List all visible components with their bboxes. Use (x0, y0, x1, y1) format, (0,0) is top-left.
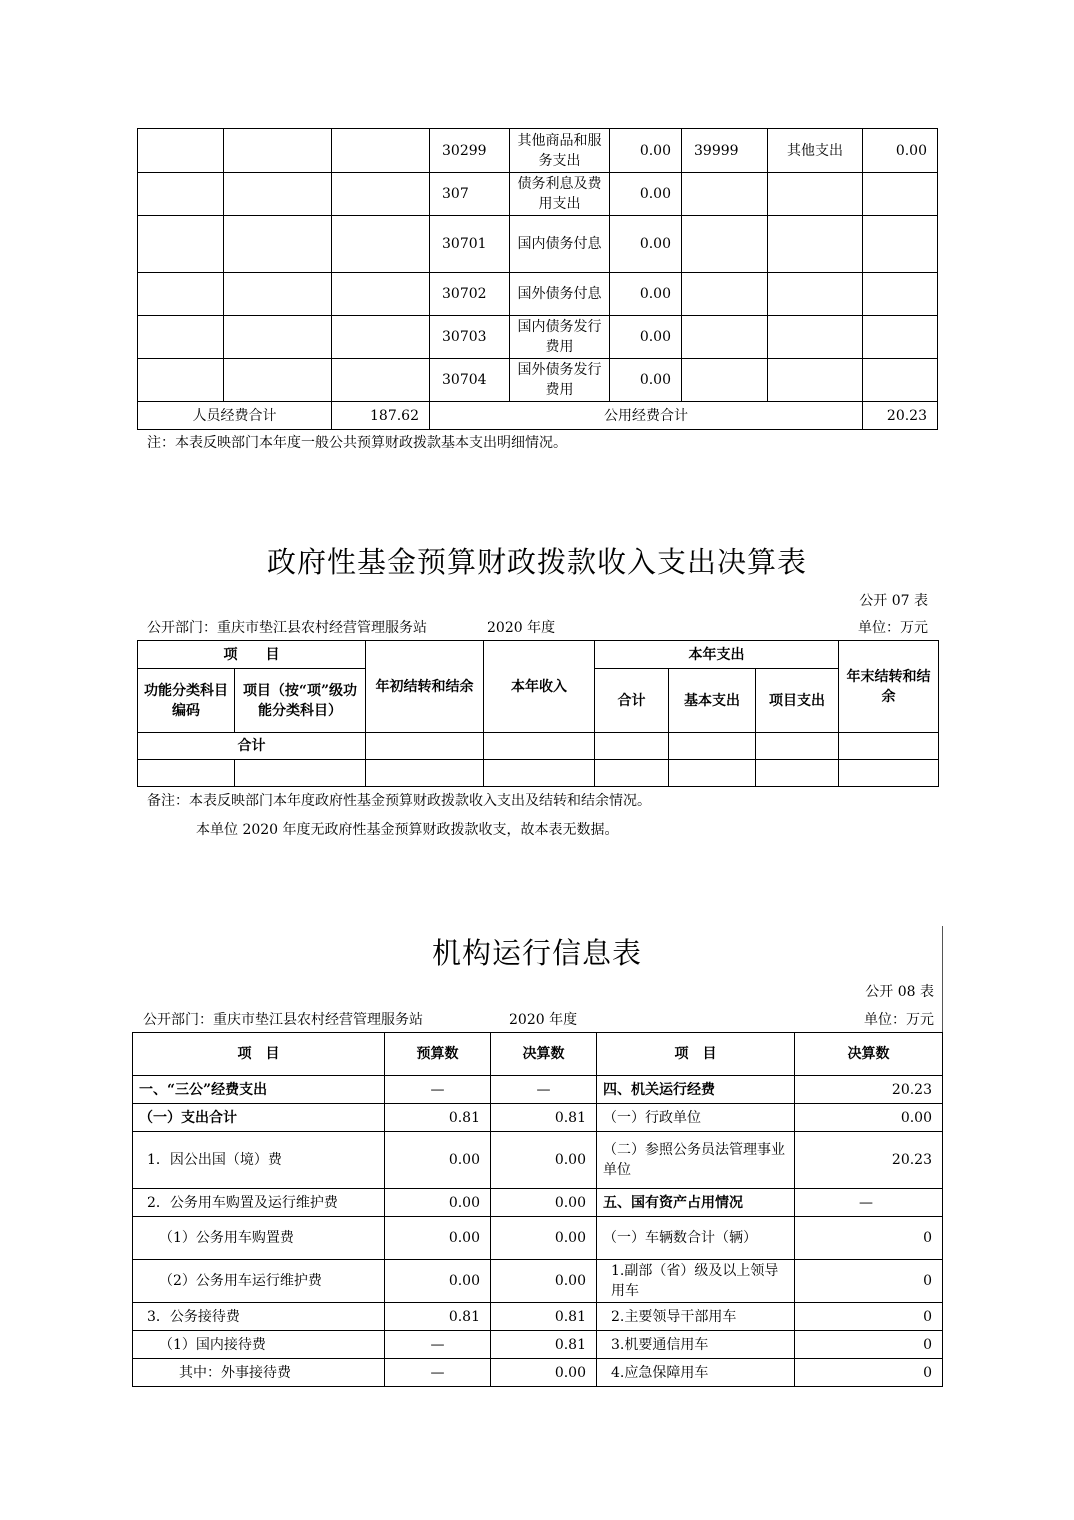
org-item-cell: 一、“三公”经费支出 (133, 1076, 385, 1104)
fund-header-income: 本年收入 (484, 641, 595, 733)
org-item2-cell: 3.机要通信用车 (597, 1331, 795, 1359)
econ-name-cell: 国内债务发行费用 (510, 316, 610, 359)
empty-cell (332, 273, 430, 316)
org-table-title: 机构运行信息表 (431, 936, 642, 970)
empty-cell (138, 216, 224, 273)
org-final2-cell: 0 (795, 1359, 943, 1387)
org-table-dept: 公开部门：重庆市垫江县农村经营管理服务站 (143, 1012, 423, 1028)
org-final2-cell: 0 (795, 1303, 943, 1331)
org-final-cell: — (491, 1076, 597, 1104)
empty-cell (332, 216, 430, 273)
empty-cell (224, 359, 332, 402)
empty-cell (224, 216, 332, 273)
org-header-item2: 项 目 (597, 1033, 795, 1076)
fund-header-item: 项 目 (138, 641, 366, 669)
empty-cell (138, 359, 224, 402)
basic-expense-detail-table (137, 128, 938, 430)
empty-cell (138, 316, 224, 359)
fund-table (137, 640, 939, 787)
empty-cell (332, 173, 430, 216)
econ-code2-cell (682, 359, 768, 402)
amount-cell: 0.00 (610, 359, 682, 402)
org-item2-cell: 1.副部（省）级及以上领导用车 (597, 1260, 795, 1303)
fund-header-begin: 年初结转和结余 (366, 641, 484, 733)
org-final-cell: 0.00 (491, 1132, 597, 1189)
org-final2-cell: 0.00 (795, 1104, 943, 1132)
fund-header-end: 年末结转和结余 (839, 641, 939, 733)
table-row (138, 359, 938, 402)
org-header-final2: 决算数 (795, 1033, 943, 1076)
econ-name2-cell (768, 216, 863, 273)
org-final2-cell: 0 (795, 1217, 943, 1260)
org-item-cell: 1．因公出国（境）费 (133, 1132, 385, 1189)
empty-cell (332, 129, 430, 173)
org-final-cell: 0.81 (491, 1104, 597, 1132)
empty-cell (224, 173, 332, 216)
org-item2-cell: 4.应急保障用车 (597, 1359, 795, 1387)
econ-code2-cell: 39999 (682, 129, 768, 173)
org-budget-cell: — (385, 1076, 491, 1104)
org-final2-cell: — (795, 1189, 943, 1217)
empty-cell (138, 129, 224, 173)
public-total-label: 公用经费合计 (430, 402, 863, 430)
org-final-cell: 0.81 (491, 1303, 597, 1331)
econ-code2-cell (682, 273, 768, 316)
org-budget-cell: 0.00 (385, 1260, 491, 1303)
fund-table-title: 政府性基金预算财政拨款收入支出决算表 (266, 545, 807, 579)
org-item2-cell: （二）参照公务员法管理事业单位 (597, 1132, 795, 1189)
org-item-cell: 2．公务用车购置及运行维护费 (133, 1189, 385, 1217)
empty-cell (224, 273, 332, 316)
fund-header-name: 项目（按“项”级功能分类科目） (235, 669, 366, 733)
table-row (133, 1359, 943, 1387)
org-budget-cell: 0.81 (385, 1303, 491, 1331)
table-row (133, 1104, 943, 1132)
econ-name-cell: 国外债务发行费用 (510, 359, 610, 402)
personnel-total-value: 187.62 (332, 402, 430, 430)
org-final2-cell: 20.23 (795, 1076, 943, 1104)
empty-cell (332, 359, 430, 402)
org-budget-cell: 0.00 (385, 1132, 491, 1189)
amount2-cell (863, 359, 938, 402)
econ-code-cell: 307 (430, 173, 510, 216)
org-item-cell: （2）公务用车运行维护费 (133, 1260, 385, 1303)
fund-total-row (138, 733, 939, 760)
table-row (133, 1260, 943, 1303)
amount2-cell: 0.00 (863, 129, 938, 173)
amount2-cell (863, 173, 938, 216)
table-row (138, 216, 938, 273)
public-total-value: 20.23 (863, 402, 938, 430)
org-item2-cell: 四、机关运行经费 (597, 1076, 795, 1104)
org-final-cell: 0.00 (491, 1359, 597, 1387)
org-budget-cell: — (385, 1359, 491, 1387)
econ-code2-cell (682, 316, 768, 359)
fund-table-number: 公开 07 表 (859, 593, 928, 609)
table-row (133, 1217, 943, 1260)
econ-code-cell: 30703 (430, 316, 510, 359)
econ-code-cell: 30299 (430, 129, 510, 173)
org-final-cell: 0.00 (491, 1189, 597, 1217)
econ-name2-cell: 其他支出 (768, 129, 863, 173)
econ-name2-cell (768, 316, 863, 359)
org-header-budget: 预算数 (385, 1033, 491, 1076)
org-item2-cell: 五、国有资产占用情况 (597, 1189, 795, 1217)
org-item-cell: （1）国内接待费 (133, 1331, 385, 1359)
fund-header-expense: 本年支出 (595, 641, 839, 669)
fund-note-1: 备注：本表反映部门本年度政府性基金预算财政拨款收入支出及结转和结余情况。 (147, 793, 651, 809)
org-item2-cell: （一）行政单位 (597, 1104, 795, 1132)
org-item-cell: （1）公务用车购置费 (133, 1217, 385, 1260)
org-item2-cell: 2.主要领导干部用车 (597, 1303, 795, 1331)
org-final2-cell: 0 (795, 1331, 943, 1359)
econ-name2-cell (768, 173, 863, 216)
org-budget-cell: — (385, 1331, 491, 1359)
org-final-cell: 0.81 (491, 1331, 597, 1359)
fund-table-year: 2020 年度 (487, 620, 556, 636)
econ-name-cell: 其他商品和服务支出 (510, 129, 610, 173)
table1-note: 注：本表反映部门本年度一般公共预算财政拨款基本支出明细情况。 (147, 435, 567, 451)
fund-table-dept: 公开部门：重庆市垫江县农村经营管理服务站 (147, 620, 427, 636)
amount-cell: 0.00 (610, 316, 682, 359)
table-row (138, 173, 938, 216)
econ-name2-cell (768, 273, 863, 316)
econ-code2-cell (682, 216, 768, 273)
fund-header-code: 功能分类科目编码 (138, 669, 235, 733)
amount-cell: 0.00 (610, 216, 682, 273)
econ-code-cell: 30702 (430, 273, 510, 316)
org-header-item: 项 目 (133, 1033, 385, 1076)
econ-name-cell: 国内债务付息 (510, 216, 610, 273)
econ-name2-cell (768, 359, 863, 402)
amount-cell: 0.00 (610, 129, 682, 173)
org-item-cell: 其中：外事接待费 (133, 1359, 385, 1387)
org-budget-cell: 0.00 (385, 1189, 491, 1217)
table-row (133, 1132, 943, 1189)
fund-empty-row (138, 760, 939, 787)
empty-cell (224, 129, 332, 173)
table-row (138, 273, 938, 316)
amount2-cell (863, 316, 938, 359)
table-total-row (138, 402, 938, 430)
org-item-cell: 3．公务接待费 (133, 1303, 385, 1331)
org-final-cell: 0.00 (491, 1260, 597, 1303)
fund-total-label: 合计 (138, 733, 366, 760)
econ-name-cell: 国外债务付息 (510, 273, 610, 316)
table-row (133, 1076, 943, 1104)
org-table (132, 1032, 943, 1387)
table-row (138, 129, 938, 173)
org-table-number: 公开 08 表 (865, 984, 934, 1000)
econ-code-cell: 30704 (430, 359, 510, 402)
fund-note-2: 本单位 2020 年度无政府性基金预算财政拨款收支，故本表无数据。 (196, 822, 619, 838)
empty-cell (138, 273, 224, 316)
org-table-unit: 单位：万元 (864, 1012, 934, 1028)
econ-name-cell: 债务利息及费用支出 (510, 173, 610, 216)
amount2-cell (863, 273, 938, 316)
empty-cell (332, 316, 430, 359)
fund-table-unit: 单位：万元 (858, 620, 928, 636)
table-row (133, 1303, 943, 1331)
econ-code2-cell (682, 173, 768, 216)
org-budget-cell: 0.81 (385, 1104, 491, 1132)
fund-header-project: 项目支出 (756, 669, 839, 733)
org-budget-cell: 0.00 (385, 1217, 491, 1260)
table-row (133, 1331, 943, 1359)
empty-cell (138, 173, 224, 216)
fund-header-total: 合计 (595, 669, 669, 733)
personnel-total-label: 人员经费合计 (138, 402, 332, 430)
table-row (133, 1189, 943, 1217)
org-header-final: 决算数 (491, 1033, 597, 1076)
table-row (138, 316, 938, 359)
org-final-cell: 0.00 (491, 1217, 597, 1260)
amount2-cell (863, 216, 938, 273)
org-final2-cell: 20.23 (795, 1132, 943, 1189)
org-table-year: 2020 年度 (509, 1012, 578, 1028)
amount-cell: 0.00 (610, 273, 682, 316)
empty-cell (224, 316, 332, 359)
org-item2-cell: （一）车辆数合计（辆） (597, 1217, 795, 1260)
econ-code-cell: 30701 (430, 216, 510, 273)
amount-cell: 0.00 (610, 173, 682, 216)
org-item-cell: （一）支出合计 (133, 1104, 385, 1132)
org-final2-cell: 0 (795, 1260, 943, 1303)
fund-header-basic: 基本支出 (669, 669, 756, 733)
